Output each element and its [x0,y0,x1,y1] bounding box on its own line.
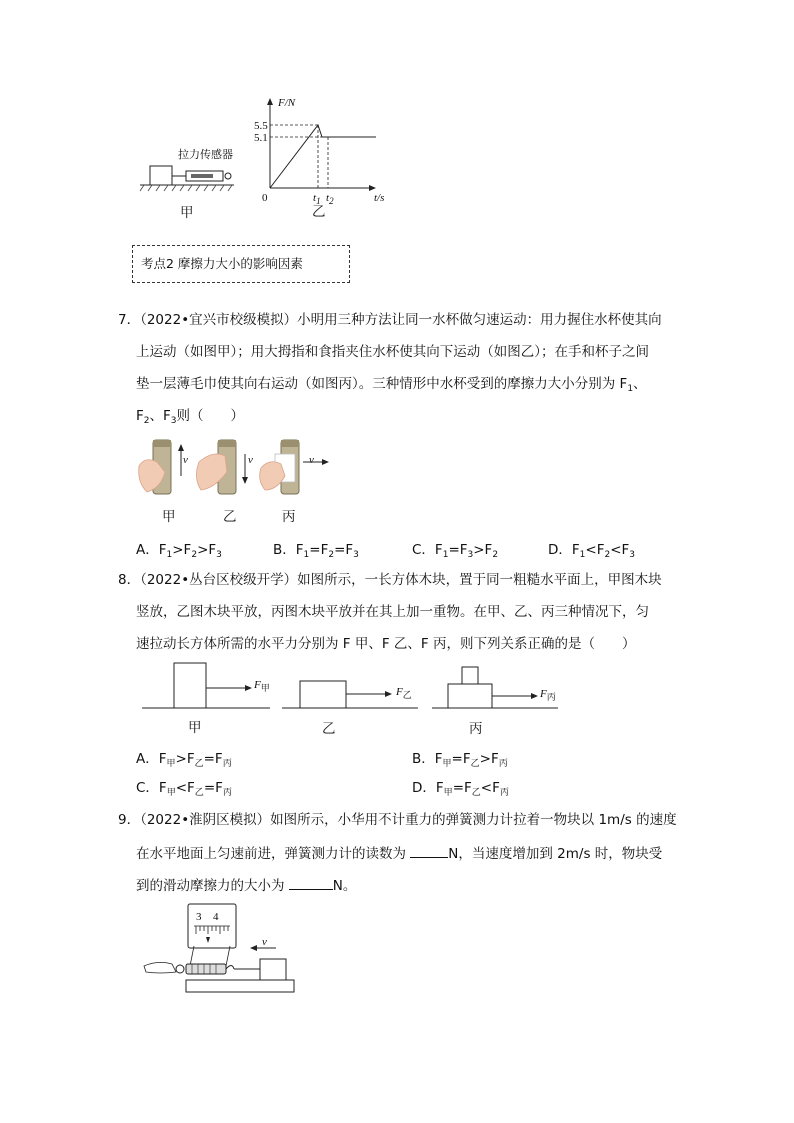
figure-label-yi: 乙 [312,204,326,220]
figure-label-jia: 甲 [180,205,194,221]
q9-blank-2[interactable] [289,875,333,890]
origin-label: 0 [262,192,268,204]
q8-option-c[interactable]: C．$F_甲<F_乙=F_丙$ [136,780,232,798]
q7-label-yi: 乙 [223,509,237,525]
q7-option-a[interactable]: A．$F_1>F_2>F_3$ [136,542,222,560]
q7-v-2: v [248,454,253,466]
q9-line1: 9．（2022•淮阴区模拟）如图所示，小华用不计重力的弹簧测力计拉着一物块以 1m/s 的速度 [118,812,677,828]
q7-v-1: v [183,454,188,466]
q7-figure [135,432,335,502]
q7-label-jia: 甲 [162,509,176,525]
q7-line1: 7．（2022•宜兴市校级模拟）小明用三种方法让同一水杯做匀速运动：用力握住水杯使其向 [118,312,662,328]
q8-f-jia: $F_甲$ [254,679,270,693]
q8-number: 8． [118,572,141,588]
y-tick-5-1: 5.1 [254,132,268,144]
q8-f-bing: $F_丙$ [540,688,556,702]
sensor-label: 拉力传感器 [178,148,233,161]
q8-figure-svg [140,660,560,716]
q7-figure-svg [135,432,335,502]
q9-line3: 到的滑动摩擦力的大小为 N。 [136,875,356,895]
q7-label-bing: 丙 [282,509,296,525]
q8-line3: 速拉动长方体所需的水平力分别为 F 甲、F 乙、F 丙，则下列关系正确的是（ ） [136,636,636,652]
q8-line2: 竖放，乙图木块平放，丙图木块平放并在其上加一重物。在甲、乙、丙三种情况下，匀 [136,604,649,620]
q8-label-bing: 丙 [469,721,483,737]
q9-v-label: v [262,936,267,948]
q8-figure [140,660,560,716]
q8-label-jia: 甲 [188,720,202,736]
q9-figure-svg [140,902,300,996]
q9-number: 9． [118,812,141,828]
q9-line2: 在水平地面上匀速前进，弹簧测力计的读数为 N，当速度增加到 2m/s 时，物块受 [136,843,662,863]
q7-source: （2022•宜兴市校级模拟） [140,312,298,328]
q8-option-a[interactable]: A．$F_甲>F_乙=F_丙$ [136,751,232,769]
q8-label-yi: 乙 [322,721,336,737]
q7-number: 7． [118,312,141,328]
x-axis-label: t/s [374,192,385,204]
q8-option-d[interactable]: D．$F_甲=F_乙<F_丙$ [412,780,509,798]
x-tick-t2: $t_2$ [326,192,334,206]
q8-line1: 8．（2022•丛台区校级开学）如图所示，一长方体木块，置于同一粗糙水平面上，甲图木块 [118,572,662,588]
q8-source: （2022•丛台区校级开学） [140,572,298,588]
q7-line4: $F_2$、$F_3$则（ ） [136,408,244,426]
y-axis-label: F/N [278,97,296,109]
y-tick-5-5: 5.5 [254,120,268,132]
q7-v-3: v [309,454,314,466]
q7-line3: 垫一层薄毛巾使其向右运动（如图丙）。三种情形中水杯受到的摩擦力大小分别为 $F_1$、 [136,376,647,394]
q7-option-c[interactable]: C．$F_1=F_3>F_2$ [412,542,499,560]
q9-scale-4: 4 [213,911,219,923]
q9-blank-1[interactable] [410,843,448,858]
q7-option-b[interactable]: B．$F_1=F_2=F_3$ [273,542,359,560]
q9-source: （2022•淮阴区模拟） [140,812,271,828]
section-box-text: 考点2 摩擦力大小的影响因素 [141,256,303,271]
q8-option-b[interactable]: B．$F_甲=F_乙>F_丙$ [412,751,508,769]
q7-option-d[interactable]: D．$F_1<F_2<F_3$ [548,542,636,560]
x-tick-t1: $t_1$ [313,192,321,206]
q8-f-yi: $F_乙$ [396,686,412,700]
q9-figure [140,902,300,996]
q7-line2: 上运动（如图甲）；用大拇指和食指夹住水杯使其向下运动（如图乙）；在手和杯子之间 [136,344,649,360]
q9-scale-3: 3 [196,911,202,923]
